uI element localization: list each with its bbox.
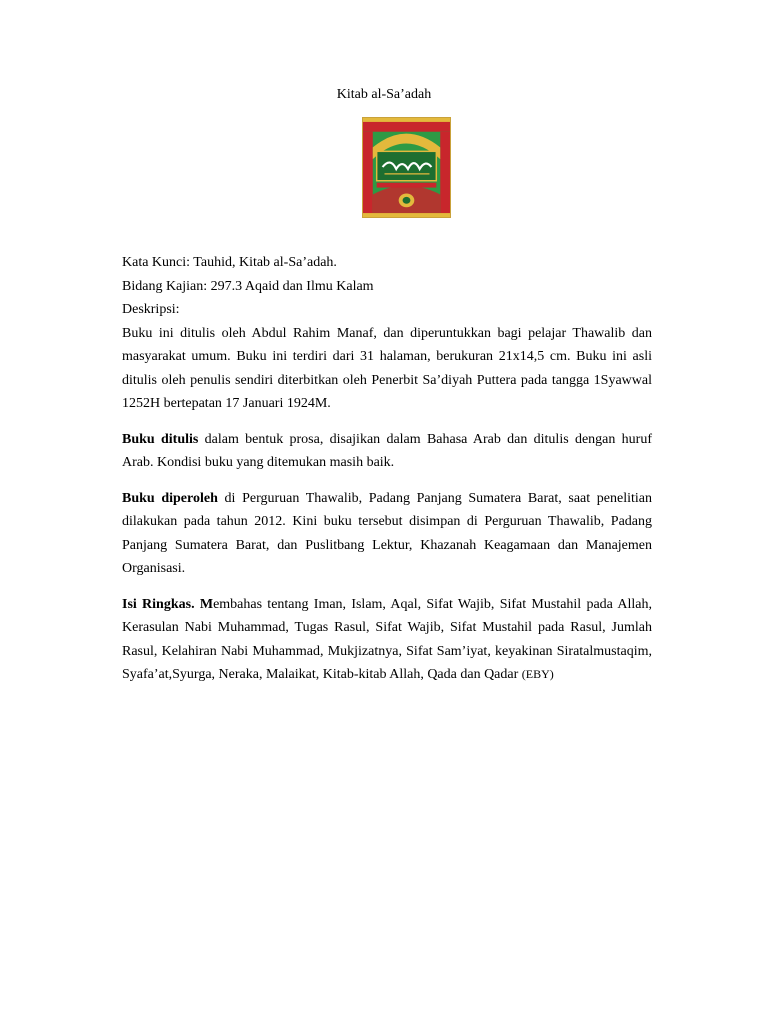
summary-text: embahas tentang Iman, Islam, Aqal, Sifat Wajib, Sifat Mustahil pada Allah, Kerasulan Nabi Muhammad, Tugas Rasul, Sifat Wajib, Sifat Mustahil pada Rasul, Jumlah Rasul, Kelahiran Nabi Muhammad, Mukjizatnya, Sifat Sam’iyat, keyakinan Siratalmustaqim, Syafa’at,Syurga, Neraka, Malaikat, Kitab-kitab Allah, Qada dan Qadar — [122, 596, 652, 682]
written-text: dalam bentuk prosa, disajikan dalam Bahasa Arab dan ditulis dengan huruf Arab. Kondisi buku yang ditemukan masih baik. — [122, 431, 652, 470]
obtained-text: di Perguruan Thawalib, Padang Panjang Sumatera Barat, saat penelitian dilakukan pada tahun 2012. Kini buku tersebut disimpan di Perguruan Thawalib, Padang Panjang Sumatera Barat, dan Puslitbang Lektur, Khazanah Keagamaan dan Manajemen Organisasi. — [122, 490, 652, 576]
signature: (EBY) — [521, 667, 554, 681]
summary-paragraph — [122, 593, 652, 687]
obtained-paragraph — [122, 487, 652, 581]
document-body — [122, 251, 652, 687]
document-title: Kitab al-Sa’adah — [336, 87, 432, 102]
book-cover-image — [362, 117, 451, 218]
description-label: Deskripsi: — [122, 302, 180, 317]
keywords-line: Kata Kunci: Tauhid, Kitab al-Sa’adah. — [122, 255, 337, 270]
written-lead: Buku ditulis — [122, 431, 199, 447]
summary-lead: Isi Ringkas. M — [122, 596, 214, 612]
obtained-lead: Buku diperoleh — [122, 490, 218, 506]
field-line: Bidang Kajian: 297.3 Aqaid dan Ilmu Kalam — [122, 278, 374, 294]
description-paragraph: Buku ini ditulis oleh Abdul Rahim Manaf, dan diperuntukkan bagi pelajar Thawalib dan masyarakat umum. Buku ini terdiri dari 31 halaman, berukuran 21x14,5 cm. Buku ini asli ditulis oleh penulis sendiri diterbitkan oleh Penerbit Sa’diyah Puttera pada tangga 1Syawwal 1252H bertepatan 17 Januari 1924M. — [122, 325, 652, 411]
written-paragraph — [122, 428, 652, 475]
